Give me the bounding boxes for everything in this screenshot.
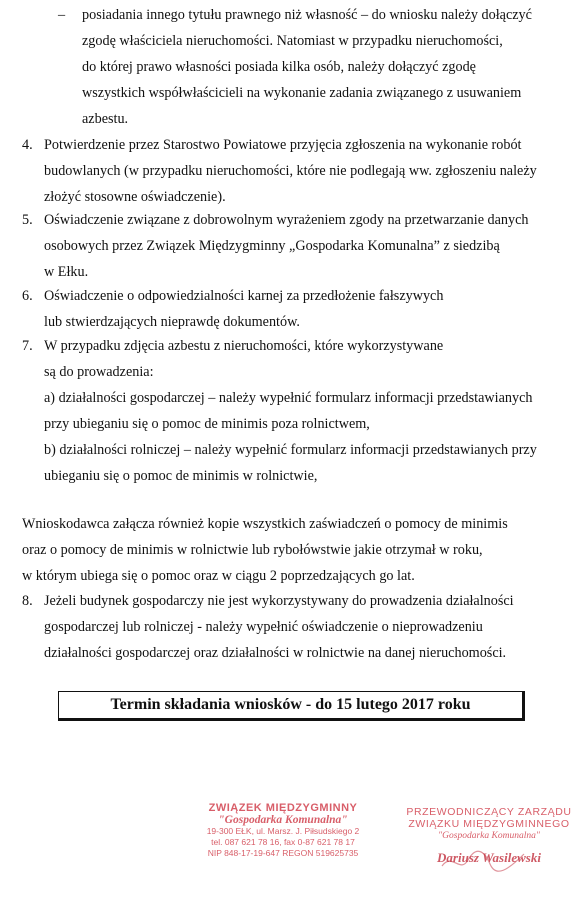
attachment-paragraph: [22, 511, 566, 589]
stamp-line: PRZEWODNICZĄCY ZARZĄDU: [406, 806, 572, 818]
deadline-text: Termin składania wniosków - do 15 lutego 2017 roku: [110, 696, 471, 713]
deadline-box: [58, 691, 525, 721]
text-line: Oświadczenie związane z dobrowolnym wyrażeniem zgody na przetwarzanie danych: [44, 212, 529, 228]
stamp-line: ZWIĄZEK MIĘDZYGMINNY: [208, 802, 358, 814]
list-item-7: [44, 333, 566, 489]
stamp-line: tel. 087 621 78 16, fax 0-87 621 78 17: [211, 837, 355, 847]
text-line: a) działalności gospodarczej – należy wypełnić formularz informacji przedstawianych: [44, 390, 533, 406]
stamp-line: "Gospodarka Komunalna": [218, 814, 348, 826]
text-line: Wnioskodawca załącza również kopie wszystkich zaświadczeń o pomocy de minimis: [22, 516, 508, 532]
text-line: Potwierdzenie przez Starostwo Powiatowe przyjęcia zgłoszenia na wykonanie robót: [44, 137, 522, 153]
text-line: gospodarczej lub rolniczej - należy wypełnić oświadczenie o nieprowadzeniu: [44, 619, 483, 635]
list-item-8: [44, 588, 566, 666]
text-line: złożyć stosowne oświadczenie).: [44, 189, 226, 205]
stamp-line: NIP 848-17-19-647 REGON 519625735: [207, 848, 359, 858]
list-item-6: [44, 283, 566, 335]
stamp-line: 19-300 EŁK, ul. Marsz. J. Piłsudskiego 2: [206, 826, 360, 836]
text-line: przy ubieganiu się o pomoc de minimis poza rolnictwem,: [44, 416, 370, 432]
text-line: ubieganiu się o pomoc de minimis w rolnictwie,: [44, 468, 318, 484]
text-line: budowlanych (w przypadku nieruchomości, które nie podlegają ww. zgłoszeniu należy: [44, 163, 537, 179]
stamp-line: Dariusz Wasilewski: [437, 850, 541, 865]
item-number: 8.: [22, 593, 33, 609]
text-line: azbestu.: [82, 111, 129, 127]
item-number: 4.: [22, 137, 33, 153]
text-line: działalności gospodarczej oraz działalności w rolnictwie na danej nieruchomości.: [44, 645, 507, 661]
item-number: 5.: [22, 212, 33, 228]
list-item-5: [44, 207, 566, 285]
item-number: 7.: [22, 338, 33, 354]
text-line: w Ełku.: [44, 264, 89, 280]
list-item-4: [44, 132, 566, 210]
text-line: wszystkich współwłaścicieli na wykonanie zadania związanego z usuwaniem: [82, 85, 522, 101]
text-line: posiadania innego tytułu prawnego niż własność – do wniosku należy dołączyć: [82, 7, 532, 23]
dash-bullet: –: [58, 7, 66, 23]
text-line: do której prawo własności posiada kilka osób, należy dołączyć zgodę: [82, 59, 476, 75]
organization-stamp: [198, 802, 368, 859]
text-line: zgodę właściciela nieruchomości. Natomiast w przypadku nieruchomości,: [82, 33, 503, 49]
text-line: Jeżeli budynek gospodarczy nie jest wykorzystywany do prowadzenia działalności: [44, 593, 514, 609]
text-line: lub stwierdzających nieprawdę dokumentów.: [44, 314, 300, 330]
stamp-line: "Gospodarka Komunalna": [438, 831, 540, 841]
text-line: są do prowadzenia:: [44, 364, 154, 380]
continuation-item: [82, 2, 566, 132]
text-line: oraz o pomocy de minimis w rolnictwie lub rybołówstwie jakie otrzymał w roku,: [22, 542, 483, 558]
stamp-line: ZWIĄZKU MIĘDZYGMINNEGO: [408, 818, 570, 830]
text-line: W przypadku zdjęcia azbestu z nieruchomości, które wykorzystywane: [44, 338, 444, 354]
text-line: osobowych przez Związek Międzygminny „Gospodarka Komunalna” z siedzibą: [44, 238, 500, 254]
text-line: w którym ubiega się o pomoc oraz w ciągu 2 poprzedzających go lat.: [22, 568, 415, 584]
handwritten-signature: [438, 848, 528, 874]
item-number: 6.: [22, 288, 33, 304]
text-line: Oświadczenie o odpowiedzialności karnej za przedłożenie fałszywych: [44, 288, 444, 304]
text-line: b) działalności rolniczej – należy wypełnić formularz informacji przedstawianych przy: [44, 442, 537, 458]
